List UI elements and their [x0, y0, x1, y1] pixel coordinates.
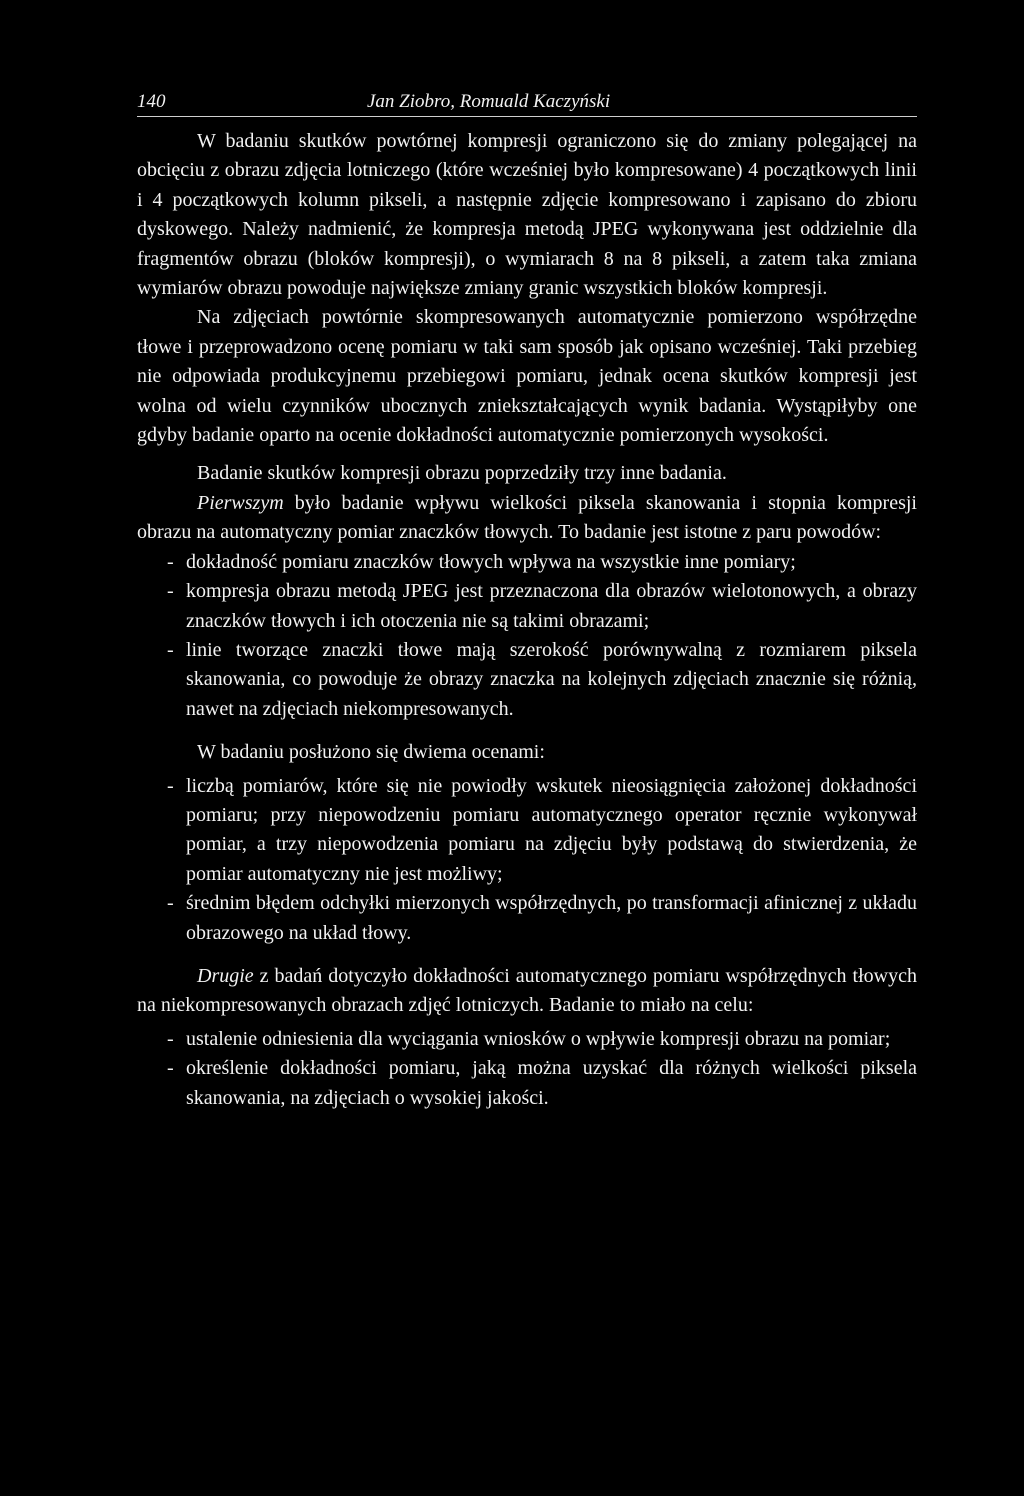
list-item-text: ustalenie odniesienia dla wyciągania wniosków o wpływie kompresji obrazu na pomiar; — [186, 1027, 891, 1050]
emphasis: Pierwszym — [197, 491, 284, 514]
paragraph-text: było badanie wpływu wielkości piksela skanowania i stopnia kompresji obrazu na automatyczny pomiar znaczków tłowych. To badanie jest istotne z paru powodów: — [137, 491, 917, 544]
list-item-text: średnim błędem odchyłki mierzonych współrzędnych, po transformacji afinicznej z układu obrazowego na układ tłowy. — [186, 892, 917, 944]
list-item — [137, 577, 917, 636]
list-dash: - — [167, 580, 174, 603]
list-item-text: kompresja obrazu metodą JPEG jest przeznaczona dla obrazów wielotonowych, a obrazy znaczków tłowych i ich otoczenia nie są takimi obrazami; — [186, 580, 917, 632]
page-number: 140 — [137, 91, 166, 112]
paragraph: W badaniu skutków powtórnej kompresji ograniczono się do zmiany polegającej na obcięciu z obrazu zdjęcia lotniczego (które wcześniej było kompresowane) 4 początkowych linii i 4 początkowych kolumn pikseli, a następnie zdjęcie kompresowano i zapisano do zbioru dyskowego. Należy nadmienić, że kompresja metodą JPEG wykonywana jest oddzielnie dla fragmentów obrazu (bloków kompresji), o wymiarach 8 na 8 pikseli, a zatem taka zmiana wymiarów obrazu powoduje największe zmiany granic wszystkich bloków kompresji. — [137, 130, 917, 300]
document-page — [137, 88, 917, 1113]
paragraph: Na zdjęciach powtórnie skompresowanych automatycznie pomierzono współrzędne tłowe i przeprowadzono ocenę pomiaru w taki sam sposób jak opisano wcześniej. Taki przebieg nie odpowiada produkcyjnemu przebiegowi pomiaru, jednak ocena skutków kompresji jest wolna od wielu czynników ubocznych zniekształcających wynik badania. Wystąpiłyby one gdyby badanie oparto na ocenie dokładności automatycznie pomierzonych wysokości. — [137, 306, 917, 447]
list-item-text: określenie dokładności pomiaru, jaką można uzyskać dla różnych wielkości piksela skanowania, na zdjęciach o wysokiej jakości. — [186, 1057, 917, 1109]
paragraph — [137, 962, 917, 1021]
emphasis: Drugie — [197, 964, 254, 987]
list-item — [137, 889, 917, 948]
paragraph — [137, 489, 917, 548]
list-item — [137, 1054, 917, 1113]
list — [137, 772, 917, 948]
list-dash: - — [167, 550, 174, 573]
list-item-text: dokładność pomiaru znaczków tłowych wpływa na wszystkie inne pomiary; — [186, 550, 796, 573]
paragraph: Badanie skutków kompresji obrazu poprzedziły trzy inne badania. — [197, 462, 727, 485]
list-item — [137, 636, 917, 724]
list-dash: - — [167, 638, 174, 661]
list-dash: - — [167, 1027, 174, 1050]
running-header-authors: Jan Ziobro, Romuald Kaczyński — [367, 91, 611, 112]
list-dash: - — [167, 892, 174, 915]
list — [137, 1025, 917, 1113]
paragraph: W badaniu posłużono się dwiema ocenami: — [197, 741, 545, 764]
list-item-text: linie tworzące znaczki tłowe mają szerokość porównywalną z rozmiarem piksela skanowania, co powoduje że obrazy znaczka na kolejnych zdjęciach znacznie się różnią, nawet na zdjęciach niekompresowanych. — [186, 638, 917, 720]
list-dash: - — [167, 774, 174, 797]
list-item — [137, 772, 917, 890]
running-header — [137, 88, 917, 117]
body-text — [137, 127, 917, 1113]
list-item-text: liczbą pomiarów, które się nie powiodły wskutek nieosiągnięcia założonej dokładności pomiaru; przy niepowodzeniu pomiaru automatycznego operator ręcznie wykonywał pomiar, a trzy niepowodzenia pomiaru na zdjęciu były podstawą do stwierdzenia, że pomiar automatyczny nie jest możliwy; — [186, 774, 917, 885]
list-item — [137, 1025, 917, 1054]
list-dash: - — [167, 1057, 174, 1080]
paragraph-text: z badań dotyczyło dokładności automatycznego pomiaru współrzędnych tłowych na niekompresowanych obrazach zdjęć lotniczych. Badanie to miało na celu: — [137, 964, 917, 1017]
list-item — [137, 548, 917, 577]
list — [137, 548, 917, 724]
